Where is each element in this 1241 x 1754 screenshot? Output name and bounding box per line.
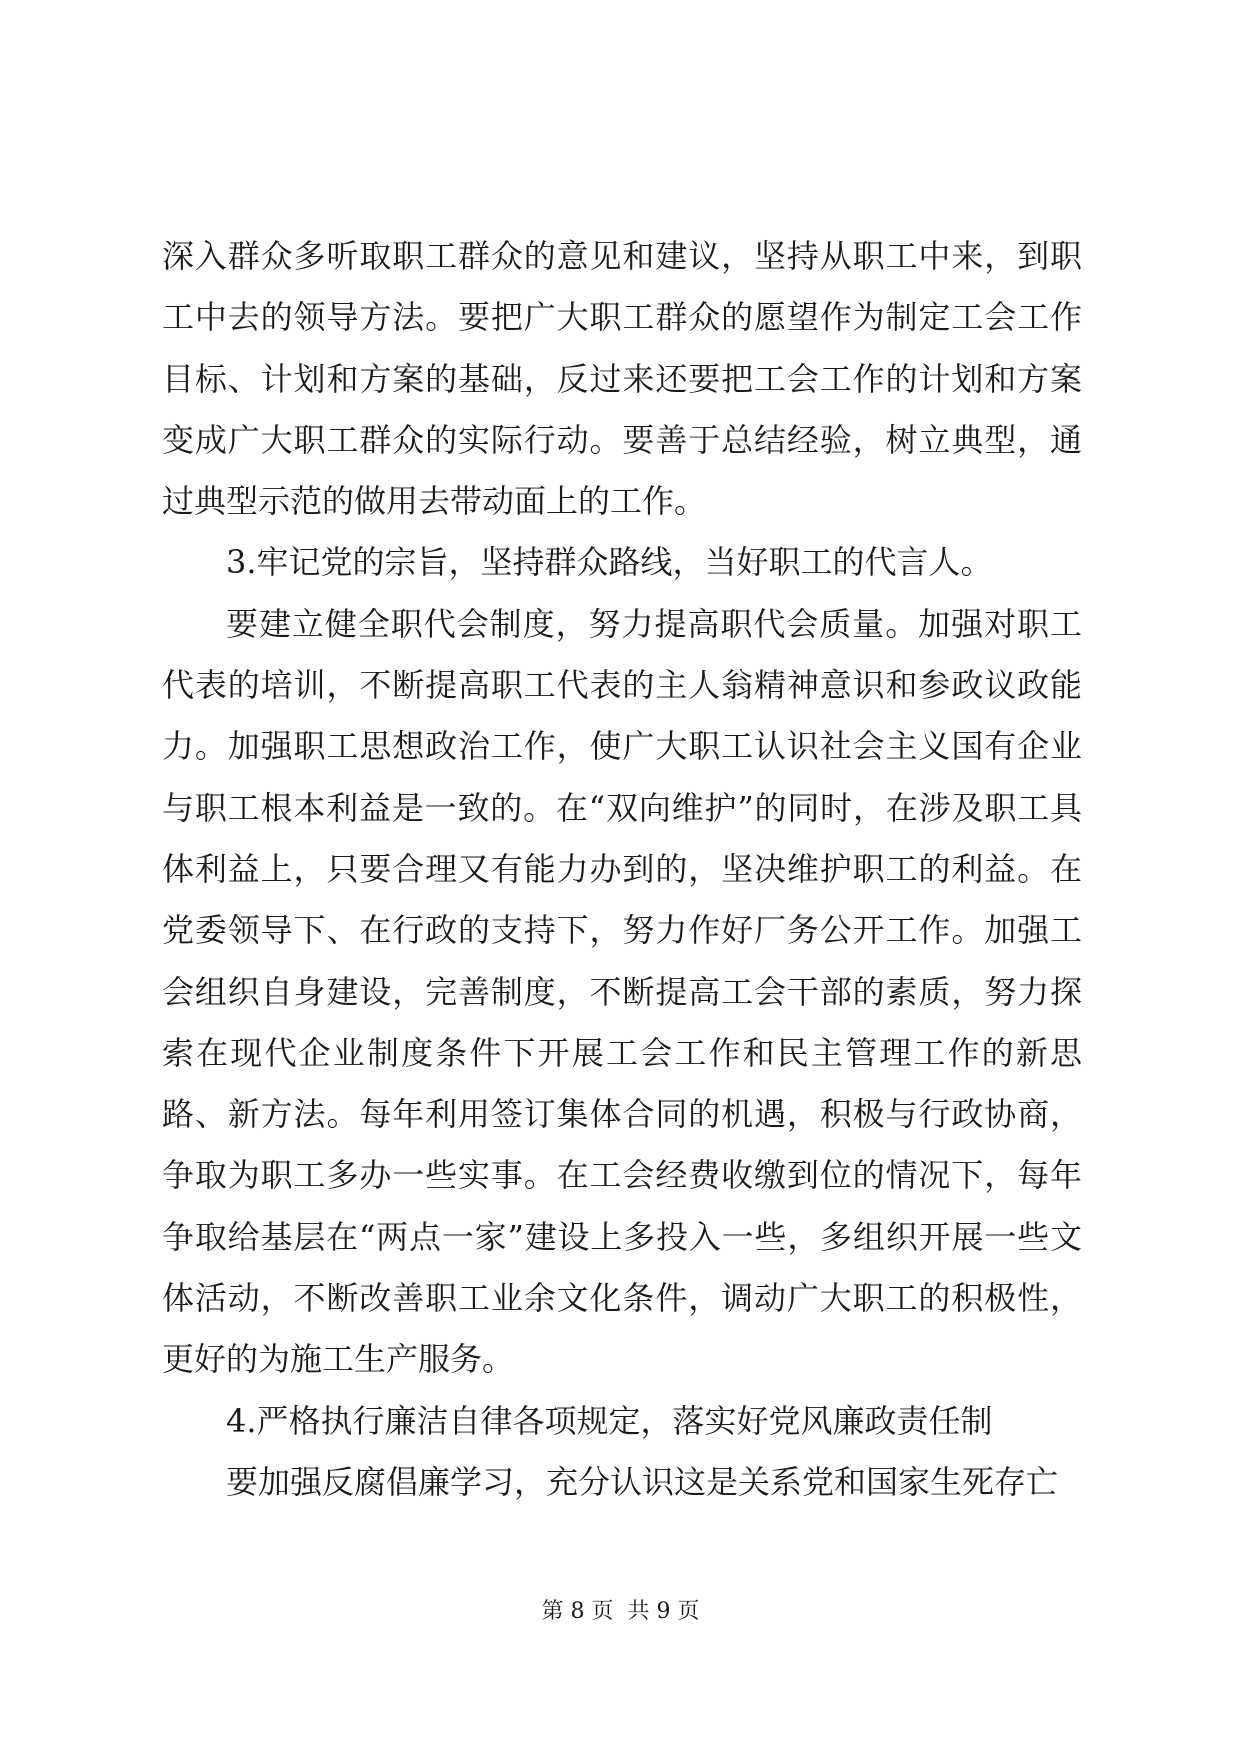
page-footer xyxy=(0,1594,1241,1625)
document-body xyxy=(162,226,1082,1513)
paragraph-section-4: 要加强反腐倡廉学习，充分认识这是关系党和国家生死存亡 xyxy=(226,1462,1059,1501)
paragraph-section-3: 要建立健全职代会制度，努力提高职代会质量。加强对职工代表的培训，不断提高职工代表的主人翁精神意识和参政议政能力。加强职工思想政治工作，使广大职工认识社会主义国有企业与职工根本利益是一致的。在“双向维护”的同时，在涉及职工具体利益上，只要合理又有能力办到的，坚决维护职工的利益。在党委领导下、在行政的支持下，努力作好厂务公开工作。加强工会组织自身建设，完善制度，不断提高工会干部的素质，努力探索在现代企业制度条件下开展工会工作和民主管理工作的新思路、新方法。每年利用签订集体合同的机遇，积极与行政协商，争取为职工多办一些实事。在工会经费收缴到位的情况下，每年争取给基层在“两点一家”建设上多投入一些，多组织开展一些文体活动，不断改善职工业余文化条件，调动广大职工的积极性，更好的为施工生产服务。 xyxy=(162,604,1082,1379)
paragraph-continued: 深入群众多听取职工群众的意见和建议，坚持从职工中来，到职工中去的领导方法。要把广大职工群众的愿望作为制定工会工作目标、计划和方案的基础，反过来还要把工会工作的计划和方案变成广大职工群众的实际行动。要善于总结经验，树立典型，通过典型示范的做用去带动面上的工作。 xyxy=(162,237,1082,521)
section-heading-4: 4.严格执行廉洁自律各项规定，落实好党风廉政责任制 xyxy=(226,1401,993,1440)
page-number-label: 第 8 页 共 9 页 xyxy=(541,1599,700,1624)
section-heading-3: 3.牢记党的宗旨，坚持群众路线，当好职工的代言人。 xyxy=(226,543,993,582)
